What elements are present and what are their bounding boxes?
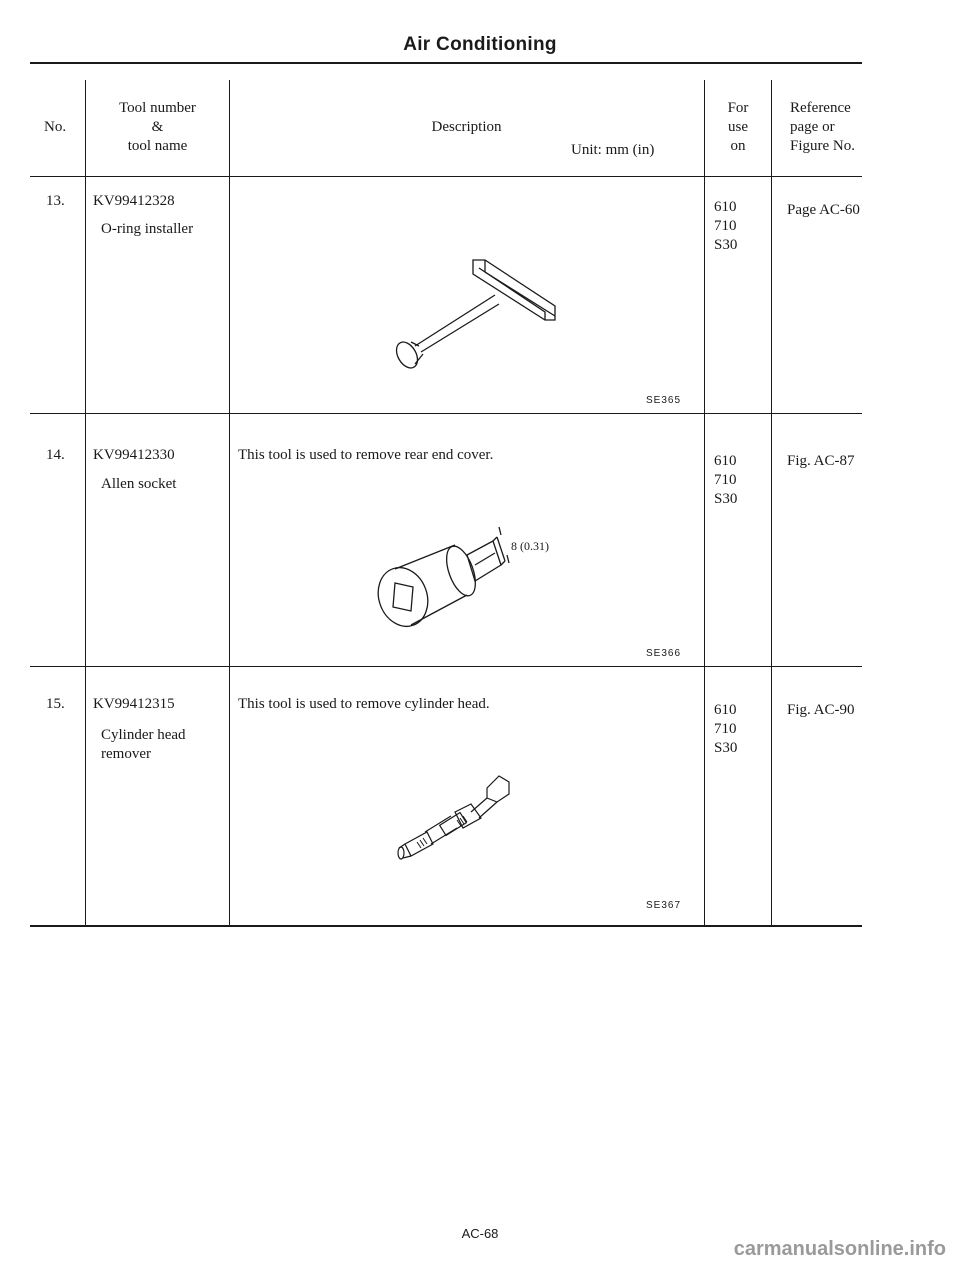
figure-code: SE367 (646, 900, 682, 911)
tool-name: Allen socket (101, 476, 177, 492)
row-number: 13. (46, 193, 65, 209)
header-description: Description (431, 119, 502, 135)
applicable-models: 610 710 S30 (714, 199, 738, 253)
applicable-models: 610 710 S30 (714, 453, 738, 507)
row-14-bottom-rule (30, 666, 862, 667)
figure-code: SE365 (646, 395, 682, 406)
row-number: 14. (46, 447, 65, 463)
header-bottom-rule (30, 176, 862, 177)
column-divider (85, 80, 86, 925)
header-unit: Unit: mm (in) (571, 142, 655, 158)
page-number: AC-68 (461, 1226, 499, 1241)
watermark: carmanualsonline.info (733, 1238, 946, 1260)
reference: Fig. AC-87 (787, 453, 855, 469)
row-number: 15. (46, 696, 65, 712)
figure-code: SE366 (646, 648, 682, 659)
column-divider (704, 80, 705, 925)
reference: Page AC-60 (787, 202, 860, 218)
reference: Fig. AC-90 (787, 702, 855, 718)
tool-description: This tool is used to remove cylinder head. (238, 696, 490, 712)
tool-name: O-ring installer (101, 221, 194, 237)
tool-description: This tool is used to remove rear end cover. (238, 447, 494, 463)
dimension-label: 8 (0.31) (511, 539, 549, 553)
column-divider (771, 80, 772, 925)
row-13-bottom-rule (30, 413, 862, 414)
applicable-models: 610 710 S30 (714, 702, 738, 756)
header-no: No. (44, 119, 67, 135)
table-top-rule (30, 62, 862, 64)
tool-number: KV99412328 (93, 193, 175, 209)
o-ring-installer-illustration (385, 250, 585, 380)
page-header: Air Conditioning (403, 34, 557, 55)
column-divider (229, 80, 230, 925)
header-reference: Reference page or Figure No. (790, 100, 855, 154)
cylinder-head-remover-illustration (395, 768, 535, 868)
tool-number: KV99412315 (93, 696, 175, 712)
tool-name: Cylinder head remover (101, 727, 186, 762)
table-bottom-rule (30, 925, 862, 927)
header-tool: Tool number & tool name (119, 100, 196, 154)
header-for-use: For use on (727, 100, 749, 154)
tool-number: KV99412330 (93, 447, 175, 463)
